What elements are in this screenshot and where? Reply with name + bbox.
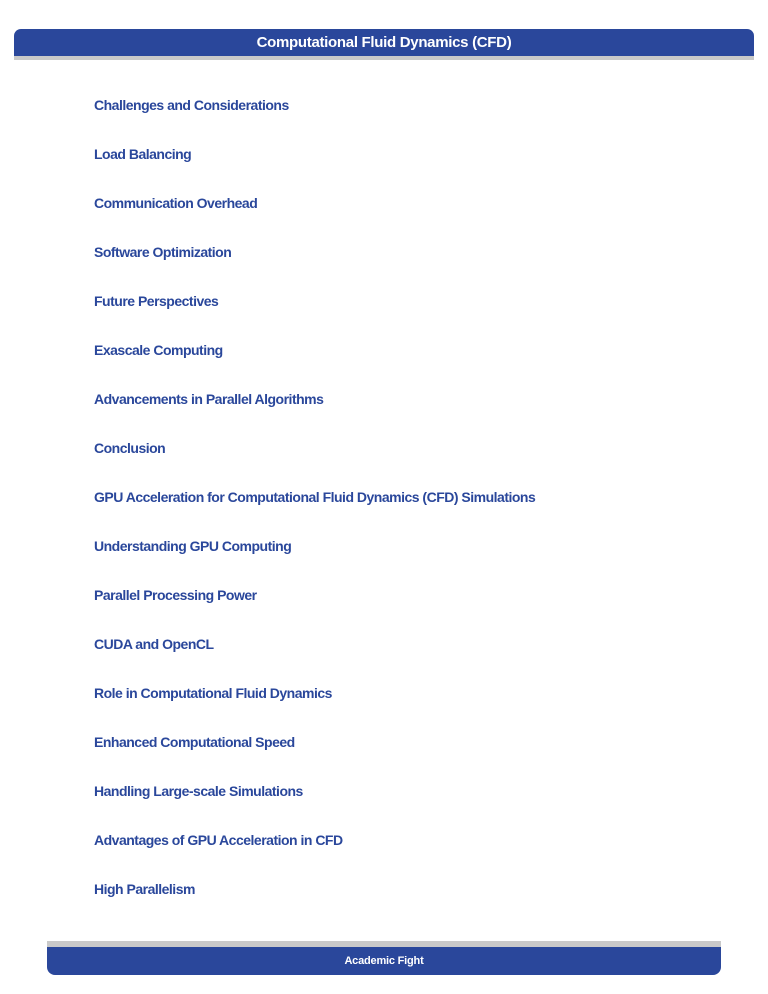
toc-item-load-balancing[interactable]: Load Balancing — [94, 146, 192, 162]
toc-item-gpu-acceleration-cfd[interactable]: GPU Acceleration for Computational Fluid Dynamics (CFD) Simulations — [94, 489, 536, 505]
toc-item-gpu-advantages[interactable]: Advantages of GPU Acceleration in CFD — [94, 832, 343, 848]
toc-item-cuda-opencl[interactable]: CUDA and OpenCL — [94, 636, 214, 652]
toc-item-understanding-gpu[interactable]: Understanding GPU Computing — [94, 538, 292, 554]
page-header — [14, 29, 754, 56]
header-divider — [14, 56, 754, 60]
toc-item-parallel-algorithms[interactable]: Advancements in Parallel Algorithms — [94, 391, 324, 407]
toc-item-computational-speed[interactable]: Enhanced Computational Speed — [94, 734, 295, 750]
toc-item-communication-overhead[interactable]: Communication Overhead — [94, 195, 258, 211]
toc-item-parallel-processing[interactable]: Parallel Processing Power — [94, 587, 257, 603]
toc-item-exascale-computing[interactable]: Exascale Computing — [94, 342, 223, 358]
toc-item-future-perspectives[interactable]: Future Perspectives — [94, 293, 219, 309]
table-of-contents — [94, 94, 535, 927]
page-title: Computational Fluid Dynamics (CFD) — [256, 34, 512, 51]
toc-item-conclusion[interactable]: Conclusion — [94, 440, 166, 456]
toc-item-software-optimization[interactable]: Software Optimization — [94, 244, 232, 260]
footer-text: Academic Fight — [344, 955, 424, 967]
toc-item-high-parallelism[interactable]: High Parallelism — [94, 881, 195, 897]
toc-item-large-scale-simulations[interactable]: Handling Large-scale Simulations — [94, 783, 303, 799]
toc-item-challenges[interactable]: Challenges and Considerations — [94, 97, 289, 113]
page-footer — [47, 947, 721, 975]
toc-item-role-in-cfd[interactable]: Role in Computational Fluid Dynamics — [94, 685, 332, 701]
